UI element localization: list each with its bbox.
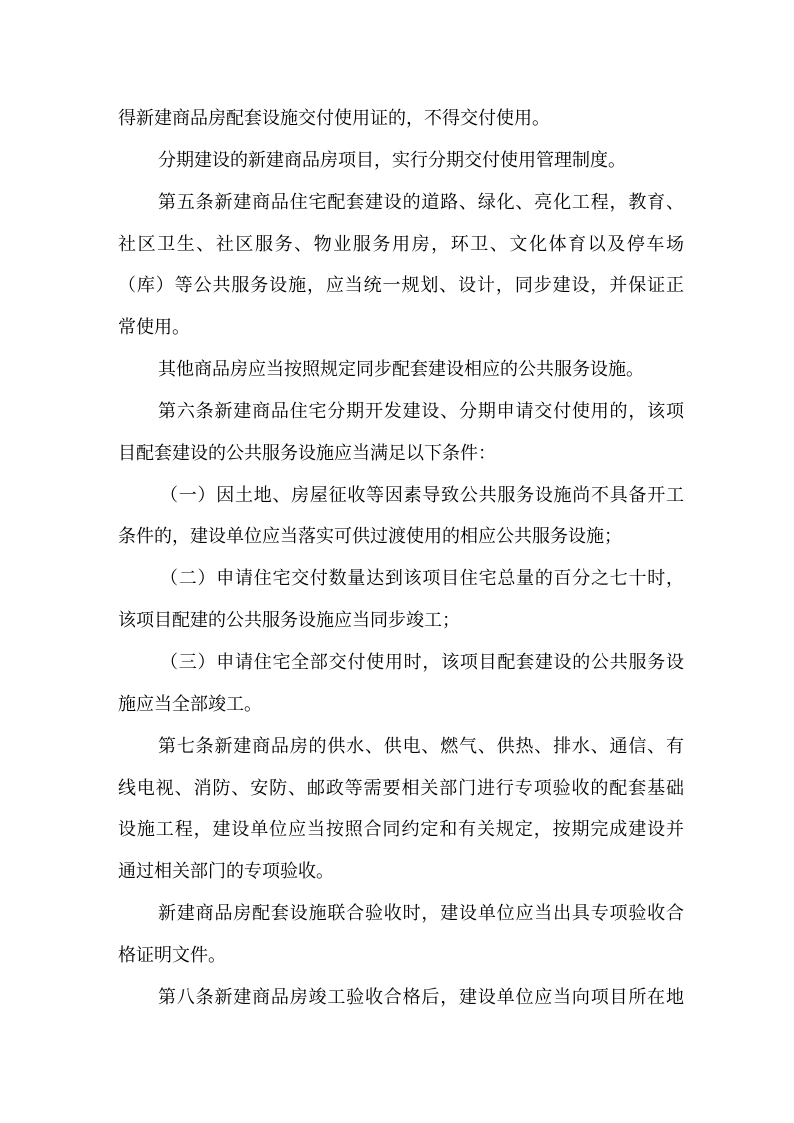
text-line: （三）申请住宅全部交付使用时，该项目配套建设的公共服务设 [160, 651, 684, 673]
text-line: 新建商品房配套设施联合验收时，建设单位应当出具专项验收合 [158, 903, 684, 925]
document-body [118, 98, 684, 1019]
text-line: （二）申请住宅交付数量达到该项目住宅总量的百分之七十时， [160, 568, 684, 590]
text-line: （一）因土地、房屋征收等因素导致公共服务设施尚不具备开工 [160, 484, 684, 506]
text-line: 线电视、消防、安防、邮政等需要相关部门进行专项验收的配套基础 [118, 777, 684, 799]
text-line: 施应当全部竣工。 [118, 693, 262, 715]
text-line: 得新建商品房配套设施交付使用证的，不得交付使用。 [118, 108, 550, 129]
text-line: 该项目配建的公共服务设施应当同步竣工； [118, 610, 460, 632]
text-line: （库）等公共服务设施，应当统一规划、设计，同步建设，并保证正 [118, 275, 684, 297]
text-line: 条件的，建设单位应当落实可供过渡使用的相应公共服务设施； [118, 526, 622, 548]
text-line: 社区卫生、社区服务、物业服务用房，环卫、文化体育以及停车场 [118, 233, 684, 255]
text-line: 第八条新建商品房竣工验收合格后，建设单位应当向项目所在地 [158, 986, 684, 1008]
text-line: 其他商品房应当按照规定同步配套建设相应的公共服务设施。 [158, 359, 644, 381]
text-line: 通过相关部门的专项验收。 [118, 861, 334, 883]
text-line: 目配套建设的公共服务设施应当满足以下条件： [118, 442, 496, 464]
text-line: 格证明文件。 [118, 944, 226, 966]
text-line: 第五条新建商品住宅配套建设的道路、绿化、亮化工程，教育、 [158, 191, 684, 213]
text-line: 分期建设的新建商品房项目，实行分期交付使用管理制度。 [158, 149, 626, 171]
text-line: 第七条新建商品房的供水、供电、燃气、供热、排水、通信、有 [158, 735, 684, 757]
text-line: 第六条新建商品住宅分期开发建设、分期申请交付使用的，该项 [158, 400, 684, 422]
text-line: 常使用。 [118, 317, 190, 339]
text-line: 设施工程，建设单位应当按照合同约定和有关规定，按期完成建设并 [118, 819, 684, 841]
